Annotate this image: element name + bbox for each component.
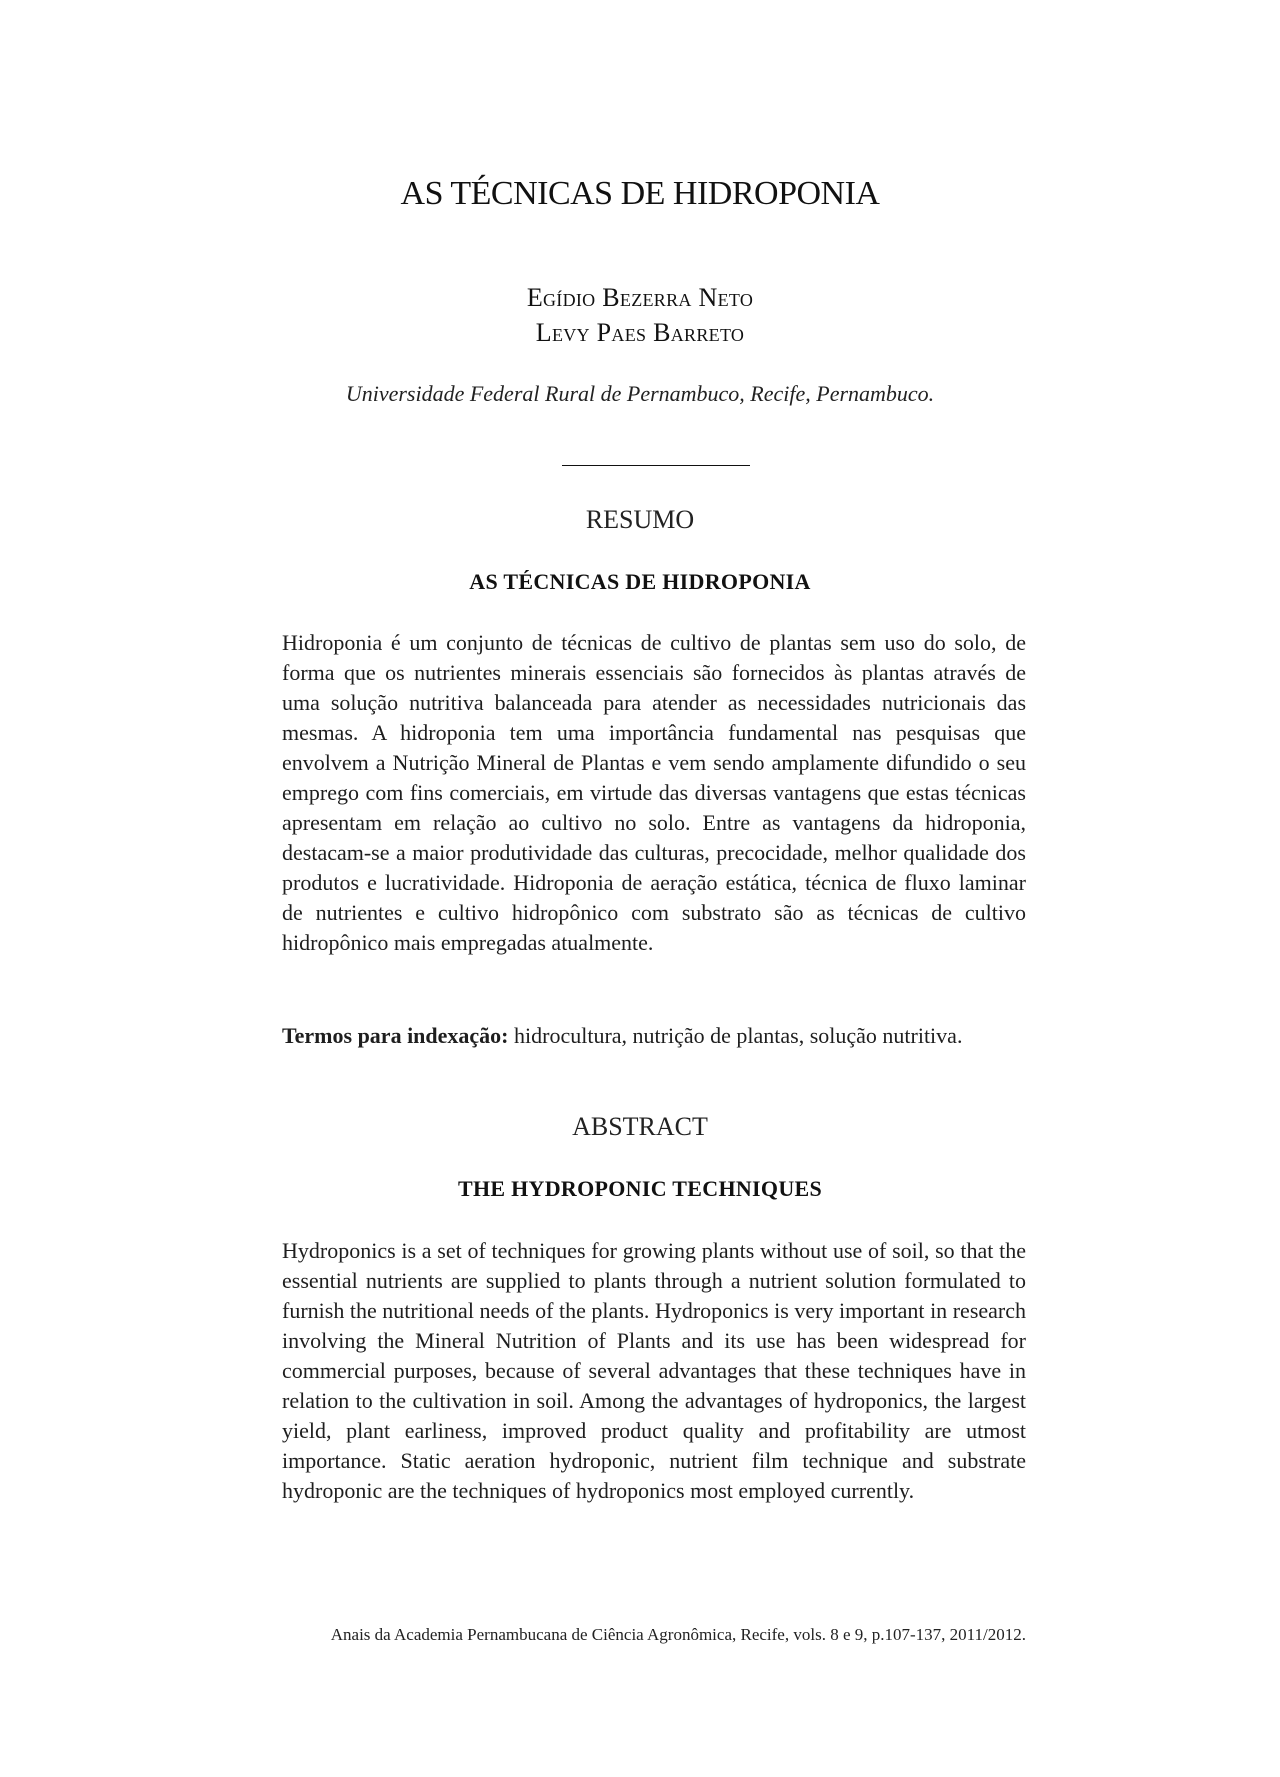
resumo-subtitle: AS TÉCNICAS DE HIDROPONIA (469, 569, 811, 594)
abstract-subtitle: THE HYDROPONIC TECHNIQUES (457, 1176, 823, 1201)
author-2: Levy Paes Barreto (535, 318, 745, 347)
keywords-paragraph (282, 1021, 1026, 1051)
resumo-heading: RESUMO (585, 505, 695, 534)
affiliation: Universidade Federal Rural de Pernambuco, Recife, Pernambuco. (345, 381, 935, 406)
resumo-body: Hidroponia é um conjunto de técnicas de cultivo de plantas sem uso do solo, de forma que os nutrientes minerais essenciais são fornecidos às plantas através de uma solução nutritiva balanceada para atender as necessidades nutricionais das mesmas. A hidroponia tem uma importância fundamental nas pesquisas que envolvem a Nutrição Mineral de Plantas e vem sendo amplamente difundido o seu emprego com fins comerciais, em virtude das diversas vantagens que estas técnicas apresentam em relação ao cultivo no solo. Entre as vantagens da hidroponia, destacam-se a maior produtividade das culturas, precocidade, melhor qualidade dos produtos e lucratividade. Hidroponia de aeração estática, técnica de fluxo laminar de nutrientes e cultivo hidropônico com substrato são as técnicas de cultivo hidropônico mais empregadas atualmente. (282, 630, 1026, 955)
abstract-body: Hydroponics is a set of techniques for growing plants without use of soil, so that the essential nutrients are supplied to plants through a nutrient solution formulated to furnish the nutritional needs of the plants. Hydroponics is very important in research involving the Mineral Nutrition of Plants and its use has been widespread for commercial purposes, because of several advantages that these techniques have in relation to the cultivation in soil. Among the advantages of hydroponics, the largest yield, plant earliness, improved product quality and profitability are utmost importance. Static aeration hydroponic, nutrient film technique and substrate hydroponic are the techniques of hydroponics most employed currently. (282, 1238, 1026, 1503)
paper-title: AS TÉCNICAS DE HIDROPONIA (400, 175, 880, 212)
journal-footer: Anais da Academia Pernambucana de Ciência Agronômica, Recife, vols. 8 e 9, p.107-137, 2011/2012. (330, 1625, 1026, 1644)
abstract-heading: ABSTRACT (572, 1112, 708, 1141)
separator-rule (562, 465, 750, 466)
keywords-label: Termos para indexação: (282, 1023, 509, 1048)
author-1: Egídio Bezerra Neto (526, 283, 754, 312)
keywords-text: hidrocultura, nutrição de plantas, solução nutritiva. (514, 1023, 963, 1048)
